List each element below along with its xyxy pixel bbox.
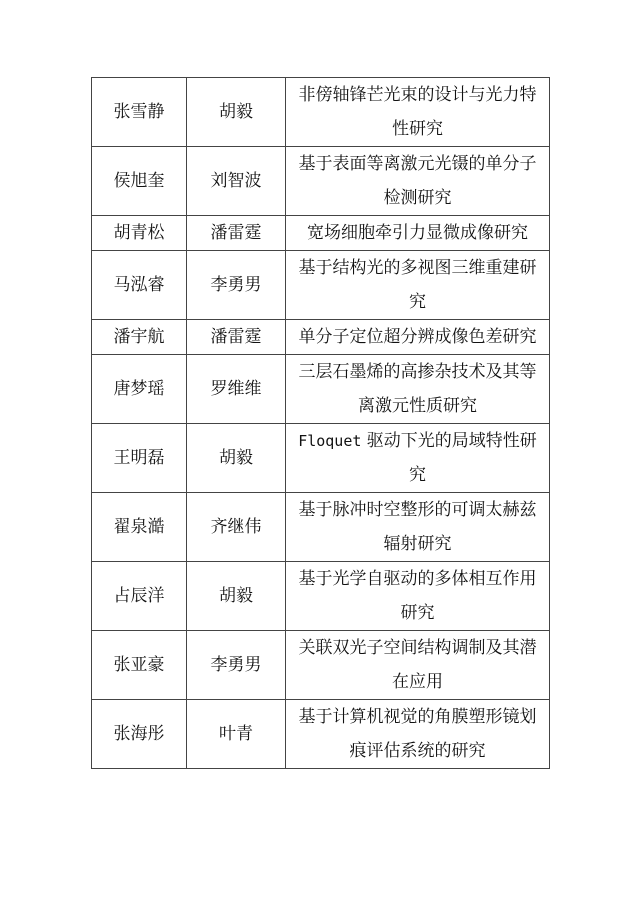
thesis-title-rest: 驱动下光的局域特性研究 (361, 431, 537, 485)
thesis-title: 宽场细胞牵引力显微成像研究 (286, 216, 550, 251)
advisor-name: 胡毅 (187, 78, 286, 147)
thesis-title: 基于计算机视觉的角膜塑形镜划痕评估系统的研究 (286, 700, 550, 769)
advisor-name: 潘雷霆 (187, 216, 286, 251)
thesis-table (91, 77, 550, 769)
student-name: 胡青松 (92, 216, 187, 251)
student-name: 占辰洋 (92, 562, 187, 631)
thesis-title: 基于光学自驱动的多体相互作用研究 (286, 562, 550, 631)
table-row (92, 493, 550, 562)
student-name: 张雪静 (92, 78, 187, 147)
table-row (92, 631, 550, 700)
advisor-name: 罗维维 (187, 355, 286, 424)
thesis-title: 基于脉冲时空整形的可调太赫兹辐射研究 (286, 493, 550, 562)
table-row (92, 355, 550, 424)
advisor-name: 叶青 (187, 700, 286, 769)
thesis-title: 单分子定位超分辨成像色差研究 (286, 320, 550, 355)
thesis-title: 非傍轴锋芒光束的设计与光力特性研究 (286, 78, 550, 147)
thesis-title-latin-prefix: Floquet (298, 432, 362, 450)
table-row (92, 320, 550, 355)
student-name: 潘宇航 (92, 320, 187, 355)
student-name: 翟泉澔 (92, 493, 187, 562)
student-name: 唐梦瑶 (92, 355, 187, 424)
student-name: 张亚豪 (92, 631, 187, 700)
student-name: 侯旭奎 (92, 147, 187, 216)
advisor-name: 刘智波 (187, 147, 286, 216)
table-row (92, 700, 550, 769)
student-name: 王明磊 (92, 424, 187, 493)
thesis-title (286, 424, 550, 493)
table-row (92, 216, 550, 251)
thesis-title: 基于表面等离激元光镊的单分子检测研究 (286, 147, 550, 216)
table-row (92, 562, 550, 631)
table-row (92, 78, 550, 147)
thesis-title: 关联双光子空间结构调制及其潜在应用 (286, 631, 550, 700)
thesis-title: 三层石墨烯的高掺杂技术及其等离激元性质研究 (286, 355, 550, 424)
table-row (92, 251, 550, 320)
thesis-title: 基于结构光的多视图三维重建研究 (286, 251, 550, 320)
advisor-name: 李勇男 (187, 251, 286, 320)
advisor-name: 胡毅 (187, 562, 286, 631)
advisor-name: 胡毅 (187, 424, 286, 493)
table-row (92, 147, 550, 216)
advisor-name: 潘雷霆 (187, 320, 286, 355)
student-name: 张海彤 (92, 700, 187, 769)
advisor-name: 齐继伟 (187, 493, 286, 562)
advisor-name: 李勇男 (187, 631, 286, 700)
student-name: 马泓睿 (92, 251, 187, 320)
table-row (92, 424, 550, 493)
